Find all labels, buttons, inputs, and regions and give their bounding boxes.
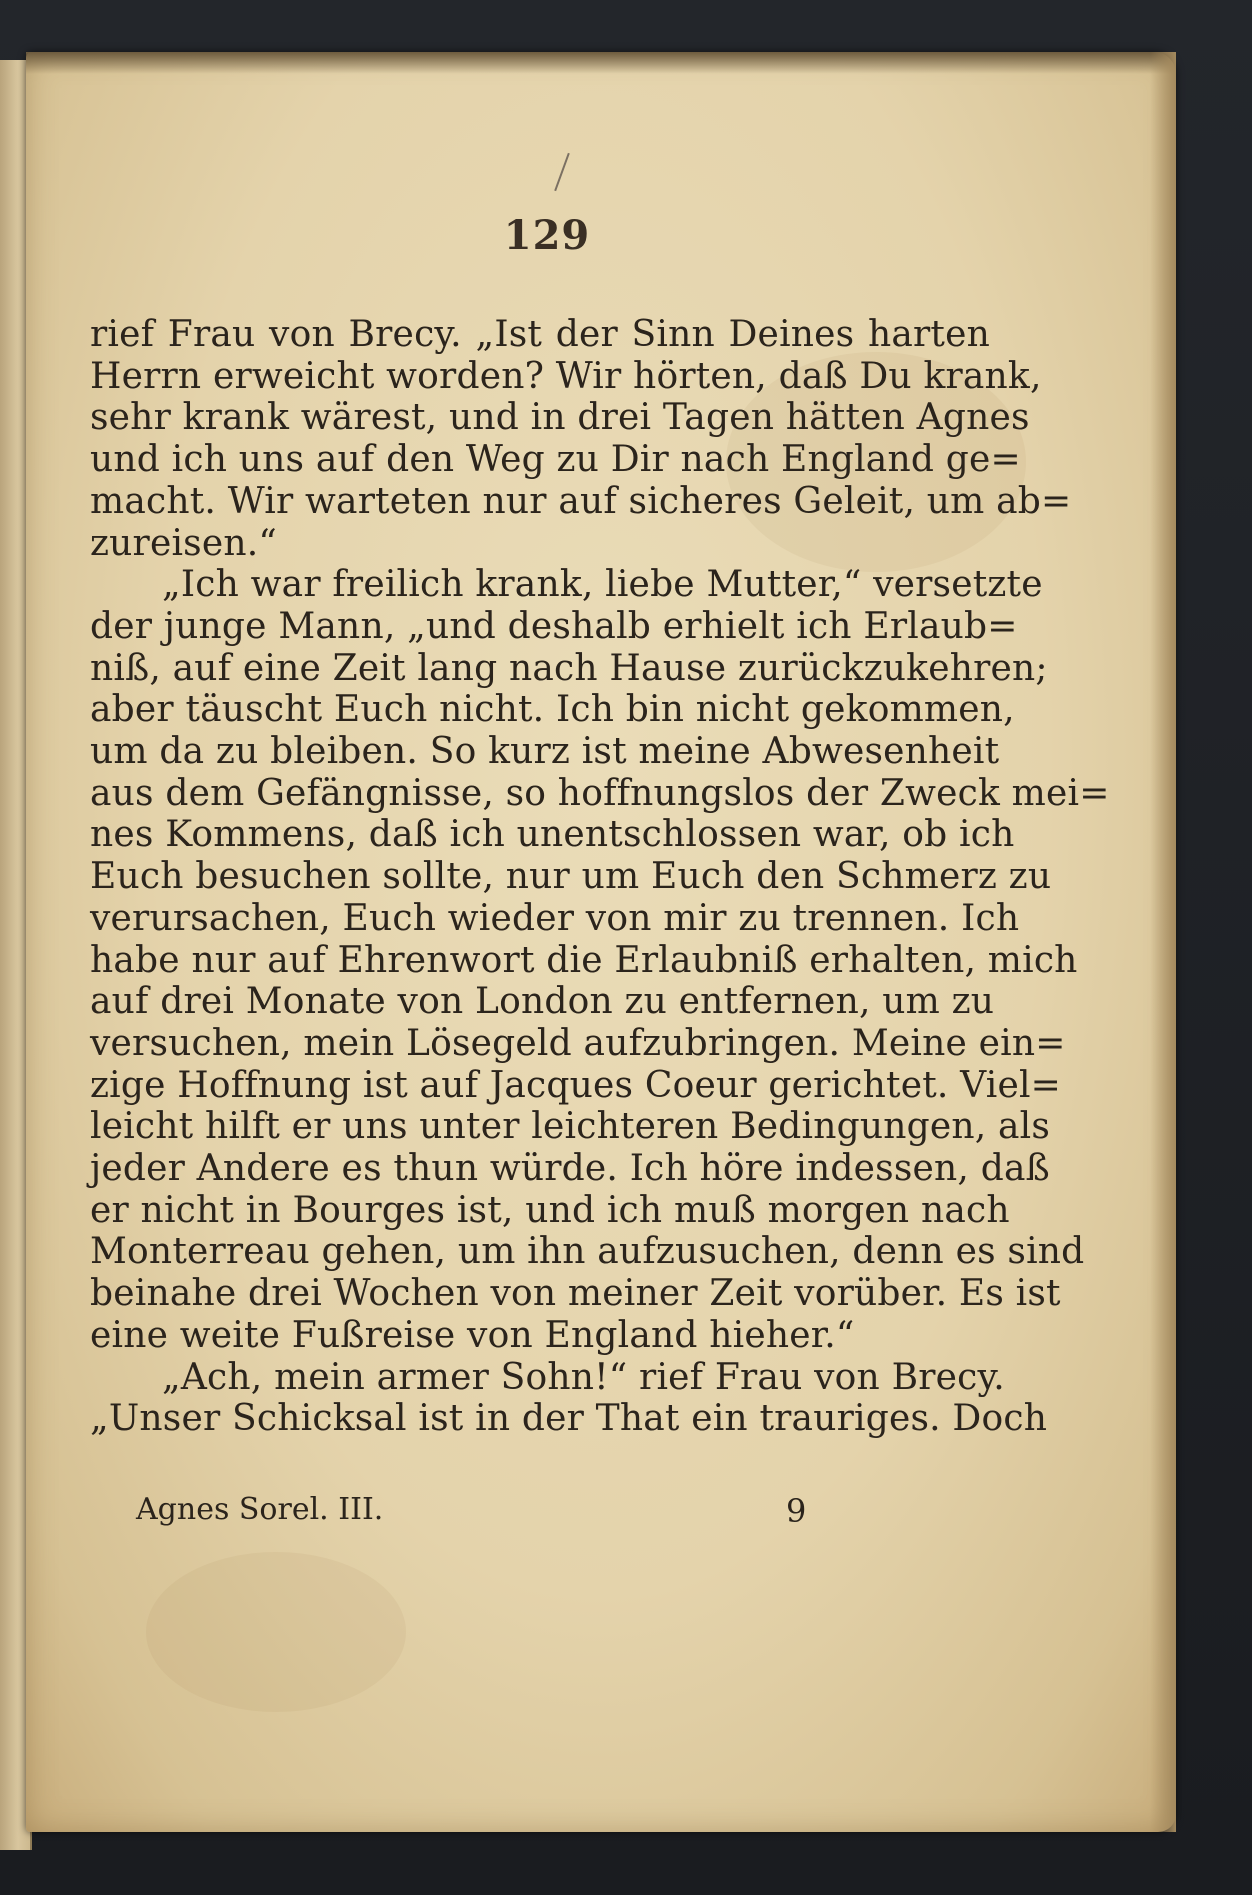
paper-stain [146,1552,406,1712]
text-line: „Ach, mein armer Sohn!“ rief Frau von Brecy. [162,1356,1005,1398]
text-line: nes Kommens, daß ich unentschlossen war, ob ich [90,814,1015,856]
text-line: beinahe drei Wochen von meiner Zeit vorüber. Es ist [90,1273,1061,1315]
text-line: zige Hoffnung ist auf Jacques Coeur gerichtet. Viel= [90,1064,1062,1106]
text-line: jeder Andere es thun würde. Ich höre indessen, daß [90,1148,1050,1190]
text-line: um da zu bleiben. So kurz ist meine Abwesenheit [90,731,1000,773]
page-top-shadow [26,52,1176,74]
text-line: rief Frau von Brecy. „Ist der Sinn Deines harten [90,314,990,355]
pencil-mark [554,153,570,191]
text-line: Herrn erweicht worden? Wir hörten, daß Du krank, [90,355,1042,397]
text-line: „Ich war freilich krank, liebe Mutter,“ versetzte [162,564,1043,606]
text-line: verursachen, Euch wieder von mir zu trennen. Ich [90,897,1020,939]
text-line: aus dem Gefängnisse, so hoffnungslos der Zweck mei= [90,772,1110,814]
text-line: auf drei Monate von London zu entfernen, um zu [90,981,995,1023]
text-line: habe nur auf Ehrenwort die Erlaubniß erhalten, mich [90,939,1078,981]
text-line: niß, auf eine Zeit lang nach Hause zurückzukehren; [90,647,1048,689]
text-line: er nicht in Bourges ist, und ich muß morgen nach [90,1189,1010,1231]
text-line: Monterreau gehen, um ihn aufzusuchen, denn es sind [90,1231,1085,1273]
text-line: zureisen.“ [90,522,277,564]
text-line: der junge Mann, „und deshalb erhielt ich Erlaub= [90,605,1018,647]
body-text [90,314,1110,1440]
text-line: eine weite Fußreise von England hieher.“ [90,1314,855,1356]
text-line: und ich uns auf den Weg zu Dir nach England ge= [90,439,1021,481]
signature-line [136,1492,836,1530]
text-line: aber täuscht Euch nicht. Ich bin nicht gekommen, [90,689,1015,731]
text-line: Euch besuchen sollte, nur um Euch den Schmerz zu [90,856,1052,898]
page-right-shadow [1150,52,1176,1832]
text-line: versuchen, mein Lösegeld aufzubringen. Meine ein= [90,1022,1066,1064]
book-page [26,52,1176,1832]
text-line: macht. Wir warteten nur auf sicheres Geleit, um ab= [90,480,1072,522]
text-line: „Unser Schicksal ist in der That ein trauriges. Doch [90,1398,1048,1440]
signature-mark: Agnes Sorel. III. [136,1492,384,1527]
text-line: sehr krank wärest, und in drei Tagen hätten Agnes [90,397,1030,439]
signature-number: 9 [786,1492,807,1530]
text-line: leicht hilft er uns unter leichteren Bedingungen, als [90,1106,1051,1148]
page-number: 129 [503,212,591,259]
